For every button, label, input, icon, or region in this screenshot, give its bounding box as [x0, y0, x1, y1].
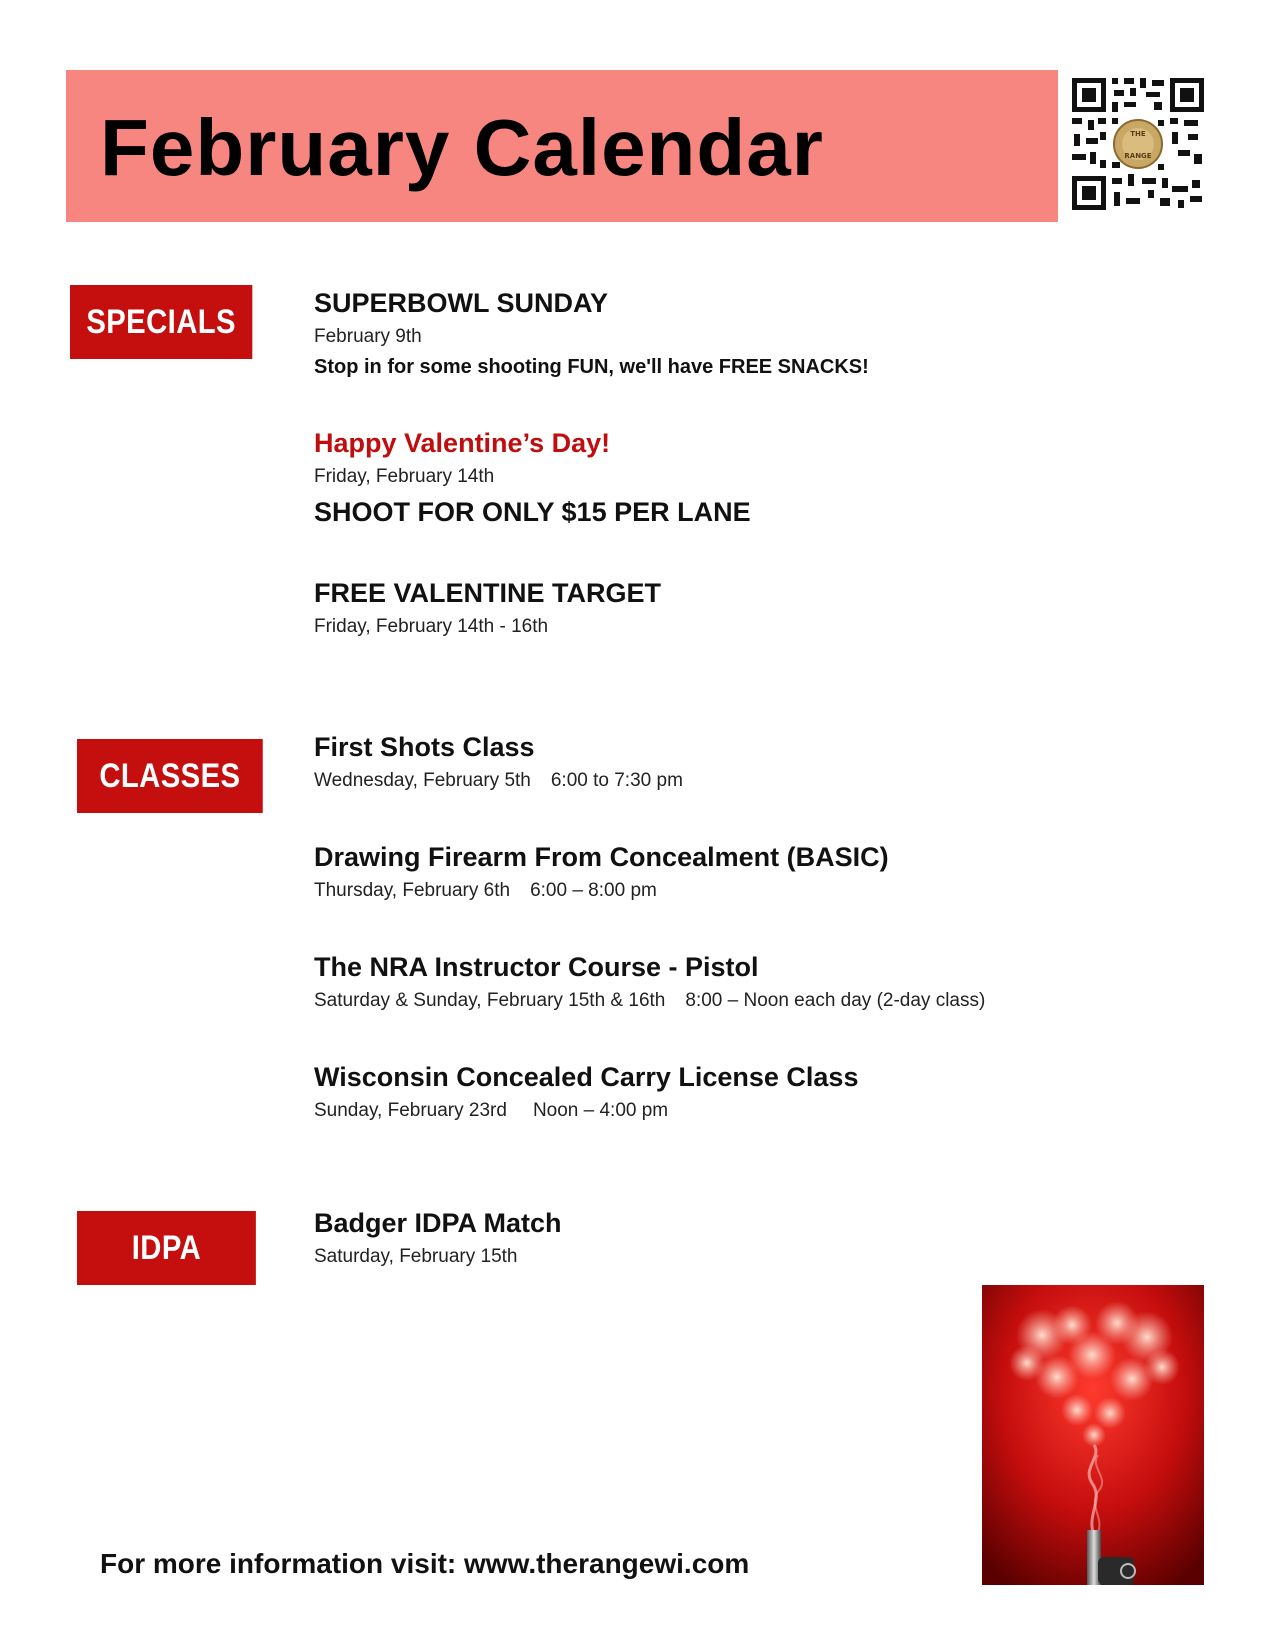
class-time: 6:00 – 8:00 pm	[530, 880, 657, 901]
class-date: Sunday, February 23rd	[314, 1100, 507, 1121]
classes-label: CLASSES	[77, 739, 263, 813]
specials-label: SPECIALS	[70, 285, 252, 359]
special-title: Happy Valentine’s Day!	[314, 428, 611, 458]
class-date: Saturday & Sunday, February 15th & 16th	[314, 990, 666, 1011]
svg-text:THE: THE	[1130, 130, 1146, 138]
class-title: Wisconsin Concealed Carry License Class	[314, 1062, 859, 1092]
footer-info-link[interactable]: For more information visit: www.therangewi.com	[100, 1548, 750, 1579]
idpa-date: Saturday, February 15th	[314, 1246, 518, 1267]
special-date: Friday, February 14th	[314, 466, 495, 487]
special-note: Stop in for some shooting FUN, we'll have FREE SNACKS!	[314, 356, 869, 378]
class-time: 8:00 – Noon each day (2-day class)	[685, 990, 986, 1011]
class-schedule	[314, 1100, 668, 1122]
class-title: The NRA Instructor Course - Pistol	[314, 952, 759, 982]
class-date: Wednesday, February 5th	[314, 770, 531, 791]
class-title: Drawing Firearm From Concealment (BASIC)	[314, 842, 889, 872]
valentine-heart-pistol-image	[982, 1285, 1204, 1585]
class-schedule	[314, 880, 657, 902]
class-schedule	[314, 990, 985, 1012]
svg-text:RANGE: RANGE	[1124, 152, 1152, 160]
special-title: FREE VALENTINE TARGET	[314, 578, 662, 608]
special-note: SHOOT FOR ONLY $15 PER LANE	[314, 497, 751, 527]
class-schedule	[314, 770, 683, 792]
special-date: Friday, February 14th - 16th	[314, 616, 549, 637]
idpa-title: Badger IDPA Match	[314, 1208, 562, 1238]
class-time: 6:00 to 7:30 pm	[550, 770, 683, 791]
class-time: Noon – 4:00 pm	[532, 1100, 669, 1121]
special-date: February 9th	[314, 326, 422, 347]
special-title: SUPERBOWL SUNDAY	[314, 288, 609, 318]
class-date: Thursday, February 6th	[314, 880, 511, 901]
class-title: First Shots Class	[314, 732, 535, 762]
qr-code-icon[interactable]	[1068, 74, 1208, 214]
page-title: February Calendar	[100, 103, 824, 192]
idpa-label: IDPA	[77, 1211, 256, 1285]
